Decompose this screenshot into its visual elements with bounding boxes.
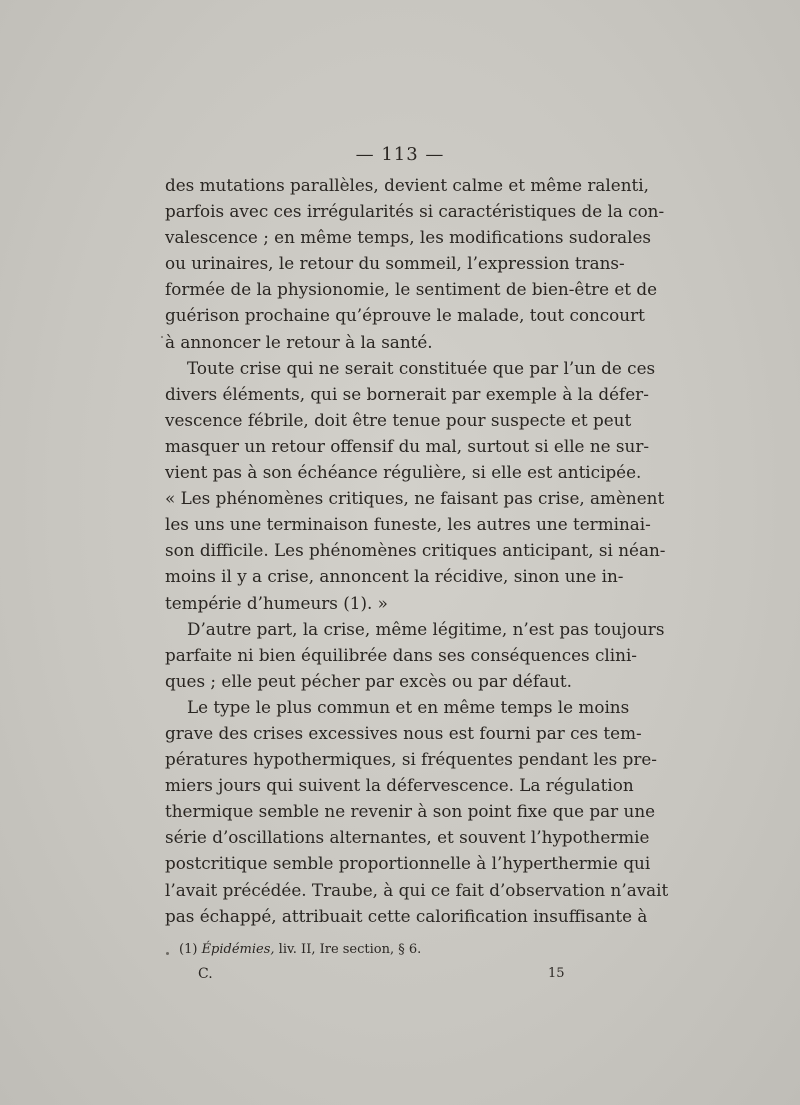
text-line: série d’oscillations alternantes, et souvent l’hypothermie bbox=[165, 827, 650, 848]
text-line: miers jours qui suivent la défervescence. La régulation bbox=[165, 775, 634, 796]
text-line: « Les phénomènes critiques, ne faisant pas crise, amènent bbox=[165, 488, 665, 509]
text-line: parfois avec ces irrégularités si caractéristiques de la con- bbox=[165, 201, 665, 222]
text-line: son difficile. Les phénomènes critiques anticipant, si néan- bbox=[165, 540, 666, 561]
text-line: pas échappé, attribuait cette calorification insuffisante à bbox=[165, 905, 648, 926]
text-line: pératures hypothermiques, si fréquentes pendant les pre- bbox=[165, 749, 657, 770]
text-line: divers éléments, qui se bornerait par exemple à la défer- bbox=[165, 383, 649, 404]
text-line: l’avait précédée. Traube, à qui ce fait d’observation n’avait bbox=[165, 879, 669, 900]
text-line: ou urinaires, le retour du sommeil, l’expression trans- bbox=[165, 253, 625, 274]
text-line: des mutations parallèles, devient calme et même ralenti, bbox=[165, 175, 649, 195]
footnote bbox=[179, 942, 421, 957]
text-line: Toute crise qui ne serait constituée que par l’un de ces bbox=[187, 357, 656, 378]
text-line: Le type le plus commun et en même temps le moins bbox=[187, 696, 630, 717]
text-line: guérison prochaine qu’éprouve le malade, tout concourt bbox=[165, 305, 645, 326]
signature-number: 15 bbox=[548, 966, 565, 981]
footnote-title: Épidémies, bbox=[201, 942, 275, 957]
text-line: thermique semble ne revenir à son point fixe que par une bbox=[165, 801, 656, 822]
page-number: — 113 — bbox=[355, 144, 445, 165]
signature-mark: C. bbox=[198, 966, 213, 982]
text-line: D’autre part, la crise, même légitime, n’est pas toujours bbox=[187, 618, 665, 639]
text-line: vient pas à son échéance régulière, si elle est anticipée. bbox=[165, 462, 642, 483]
footnote-number: (1) bbox=[179, 942, 198, 957]
text-line: vescence fébrile, doit être tenue pour suspecte et peut bbox=[165, 409, 632, 430]
text-line: ques ; elle peut pécher par excès ou par défaut. bbox=[165, 670, 572, 691]
paper-speck bbox=[166, 952, 169, 955]
text-line: masquer un retour offensif du mal, surtout si elle ne sur- bbox=[165, 435, 650, 456]
text-line: valescence ; en même temps, les modifications sudorales bbox=[165, 227, 652, 248]
text-line: postcritique semble proportionnelle à l’hyperthermie qui bbox=[165, 853, 651, 874]
text-line: formée de la physionomie, le sentiment de bien-être et de bbox=[165, 279, 658, 300]
paper-speck bbox=[161, 336, 163, 338]
text-line: moins il y a crise, annoncent la récidive, sinon une in- bbox=[165, 566, 624, 587]
text-line: tempérie d’humeurs (1). » bbox=[165, 592, 388, 613]
text-line: à annoncer le retour à la santé. bbox=[165, 331, 433, 352]
footnote-reference: liv. II, Ire section, § 6. bbox=[278, 942, 422, 957]
text-line: grave des crises excessives nous est fourni par ces tem- bbox=[165, 722, 642, 743]
body-text bbox=[165, 172, 669, 929]
text-line: parfaite ni bien équilibrée dans ses conséquences clini- bbox=[165, 644, 637, 665]
text-line: les uns une terminaison funeste, les autres une terminai- bbox=[165, 514, 651, 535]
